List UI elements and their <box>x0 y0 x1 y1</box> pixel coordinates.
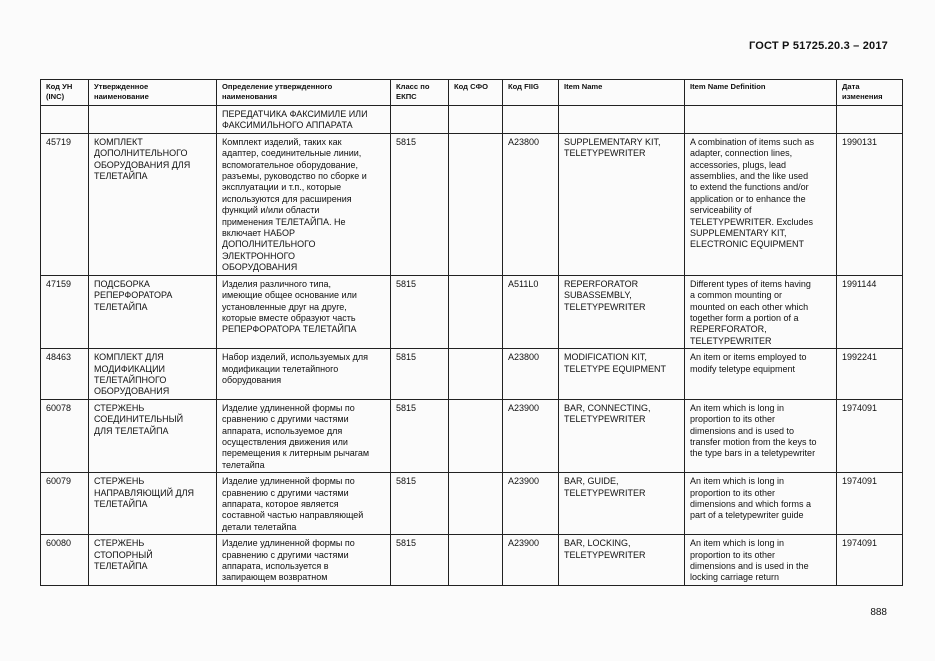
cell-sfo-code <box>449 349 503 400</box>
table-row <box>41 275 903 348</box>
cell-text-line: Изделие удлиненной формы по <box>222 402 355 413</box>
cell-item-name <box>559 473 685 535</box>
cell-text-line: ОБОРУДОВАНИЯ ДЛЯ <box>94 159 191 170</box>
cell-text-line: сравнению с другими частями <box>222 487 349 498</box>
cell-text-line: РЕПЕРФОРАТОРА ТЕЛЕТАЙПА <box>222 324 357 335</box>
cell-class: 5815 <box>391 349 449 400</box>
cell-text-line: transfer motion from the keys to <box>690 436 817 447</box>
cell-text-line: A combination of items such as <box>690 136 815 147</box>
cell-approved-name <box>89 349 217 400</box>
col-header-definition <box>217 80 391 106</box>
cell-text-line: вспомогательное оборудование, <box>222 159 359 170</box>
cell-definition <box>217 275 391 348</box>
cell-text-line: ПЕРЕДАТЧИКА ФАКСИМИЛЕ ИЛИ <box>222 109 368 119</box>
cell-text-line: Набор изделий, используемых для <box>222 352 369 363</box>
cell-code: 48463 <box>41 349 89 400</box>
col-header-name <box>89 80 217 106</box>
cell-text-line: An item which is long in <box>690 402 785 413</box>
cell-item-name <box>559 133 685 275</box>
cell-text-line: ОБОРУДОВАНИЯ <box>94 386 170 397</box>
cell-text-line: SUPPLEMENTARY KIT, <box>564 136 661 147</box>
table-row <box>41 106 903 134</box>
cell-text-line: dimensions and is used in the <box>690 561 809 572</box>
col-header-item-name <box>559 80 685 106</box>
cell-item-name <box>559 275 685 348</box>
cell-text-line: REPERFORATOR, <box>690 324 767 335</box>
col-header-code <box>41 80 89 106</box>
cell-sfo-code <box>449 133 503 275</box>
cell-approved-name <box>89 535 217 586</box>
cell-text-line: An item or items employed to <box>690 352 807 363</box>
cell-text-line: MODIFICATION KIT, <box>564 352 647 363</box>
cell-text-line: ДОПОЛНИТЕЛЬНОГО <box>222 239 316 250</box>
col-header-line: Определение утвержденного <box>222 82 333 91</box>
cell-item-definition <box>685 349 837 400</box>
cell-definition <box>217 106 391 134</box>
cell-approved-name <box>89 133 217 275</box>
cell-class: 5815 <box>391 473 449 535</box>
cell-text-line: сравнению с другими частями <box>222 414 349 425</box>
cell-item-name <box>559 106 685 134</box>
cell-text-line: НАПРАВЛЯЮЩИЙ ДЛЯ <box>94 487 195 498</box>
col-header-date <box>837 80 903 106</box>
cell-code: 60078 <box>41 399 89 472</box>
cell-code: 60079 <box>41 473 89 535</box>
cell-text-line: аппарата, используемое для <box>222 425 343 436</box>
cell-approved-name <box>89 106 217 134</box>
cell-text-line: locking carriage return <box>690 572 780 583</box>
cell-text-line: КОМПЛЕКТ <box>94 136 143 147</box>
cell-text-line: TELETYPEWRITER <box>564 301 646 312</box>
cell-text-line: ДЛЯ ТЕЛЕТАЙПА <box>94 425 169 436</box>
cell-text-line: СТОПОРНЫЙ <box>94 549 153 560</box>
cell-text-line: СОЕДИНИТЕЛЬНЫЙ <box>94 414 184 425</box>
cell-text-line: REPERFORATOR <box>564 278 639 289</box>
cell-change-date: 1992241 <box>837 349 903 400</box>
cell-text-line: TELETYPEWRITER <box>564 487 646 498</box>
cell-text-line: эксплуатации и т.п., которые <box>222 182 342 193</box>
cell-text-line: modify teletype equipment <box>690 363 796 374</box>
cell-text-line: ПОДСБОРКА <box>94 278 150 289</box>
col-header-fiig <box>503 80 559 106</box>
cell-text-line: SUBASSEMBLY, <box>564 290 632 301</box>
cell-text-line: together form a portion of a <box>690 312 799 323</box>
col-header-line: ЕКПС <box>396 92 417 101</box>
cell-text-line: TELETYPEWRITER <box>690 335 772 346</box>
cell-item-definition <box>685 133 837 275</box>
cell-text-line: An item which is long in <box>690 538 785 549</box>
cell-text-line: перемещения к литерным рычагам <box>222 448 370 459</box>
cell-fiig-code <box>503 106 559 134</box>
cell-text-line: имеющие общее основание или <box>222 290 357 301</box>
col-header-item-definition <box>685 80 837 106</box>
cell-text-line: Комплект изделий, таких как <box>222 136 342 147</box>
col-header-line: Код СФО <box>454 82 488 91</box>
cell-text-line: ДОПОЛНИТЕЛЬНОГО <box>94 148 188 159</box>
cell-code: 47159 <box>41 275 89 348</box>
table-row <box>41 535 903 586</box>
cell-class: 5815 <box>391 535 449 586</box>
col-header-line: Item Name <box>564 82 603 91</box>
cell-text-line: BAR, LOCKING, <box>564 538 631 549</box>
cell-text-line: a common mounting or <box>690 290 783 301</box>
cell-text-line: adapter, connection lines, <box>690 148 793 159</box>
cell-text-line: ТЕЛЕТАЙПНОГО <box>94 374 167 385</box>
cell-text-line: МОДИФИКАЦИИ <box>94 363 166 374</box>
cell-text-line: телетайпа <box>222 459 265 470</box>
table-header-row <box>41 80 903 106</box>
cell-text-line: аппарата, которое является <box>222 499 339 509</box>
cell-text-line: TELETYPEWRITER <box>564 549 646 560</box>
col-header-line: Дата <box>842 82 860 91</box>
cell-text-line: TELETYPEWRITER <box>564 414 646 425</box>
cell-text-line: детали телетайпа <box>222 521 297 532</box>
cell-text-line: адаптер, соединительные линии, <box>222 148 362 159</box>
cell-text-line: proportion to its other <box>690 549 776 560</box>
cell-text-line: Изделия различного типа, <box>222 278 332 289</box>
cell-text-line: КОМПЛЕКТ ДЛЯ <box>94 352 164 363</box>
cell-class <box>391 106 449 134</box>
cell-text-line: функций и/или области <box>222 205 320 216</box>
cell-sfo-code <box>449 473 503 535</box>
cell-text-line: Different types of items having <box>690 278 811 289</box>
cell-text-line: составной частью направляющей <box>222 510 364 521</box>
page-number: 888 <box>870 607 887 618</box>
cell-item-definition <box>685 106 837 134</box>
cell-text-line: запирающем возвратном <box>222 572 328 583</box>
cell-text-line: аппарата, используется в <box>222 561 329 572</box>
cell-text-line: ФАКСИМИЛЬНОГО АППАРАТА <box>222 120 353 131</box>
cell-approved-name <box>89 473 217 535</box>
cell-text-line: СТЕРЖЕНЬ <box>94 402 145 413</box>
cell-item-name <box>559 399 685 472</box>
cell-sfo-code <box>449 399 503 472</box>
cell-text-line: ТЕЛЕТАЙПА <box>94 171 148 182</box>
cell-change-date <box>837 106 903 134</box>
cell-text-line: ELECTRONIC EQUIPMENT <box>690 239 805 250</box>
item-name-register-table <box>40 79 903 586</box>
cell-text-line: application or to enhance the <box>690 193 806 204</box>
cell-text-line: применения ТЕЛЕТАЙПА. Не <box>222 216 346 227</box>
table-row <box>41 349 903 400</box>
cell-fiig-code: A23900 <box>503 535 559 586</box>
cell-text-line: ТЕЛЕТАЙПА <box>94 301 148 312</box>
cell-class: 5815 <box>391 275 449 348</box>
cell-text-line: An item which is long in <box>690 476 785 487</box>
cell-text-line: ЭЛЕКТРОННОГО <box>222 250 295 261</box>
cell-fiig-code: A23900 <box>503 473 559 535</box>
col-header-line: (INC) <box>46 92 65 101</box>
cell-text-line: dimensions and which forms a <box>690 499 812 509</box>
cell-text-line: dimensions and is used to <box>690 425 795 436</box>
cell-definition <box>217 349 391 400</box>
cell-change-date: 1991144 <box>837 275 903 348</box>
table-row <box>41 133 903 275</box>
col-header-line: наименования <box>222 92 278 101</box>
document-header: ГОСТ Р 51725.20.3 – 2017 <box>748 40 888 52</box>
cell-text-line: to extend the functions and/or <box>690 182 809 193</box>
cell-text-line: осуществления движения или <box>222 436 348 447</box>
cell-text-line: the type bars in a teletypewriter <box>690 448 816 459</box>
cell-text-line: Изделие удлиненной формы по <box>222 538 355 549</box>
cell-class: 5815 <box>391 399 449 472</box>
cell-fiig-code: A23900 <box>503 399 559 472</box>
col-header-line: Item Name Definition <box>690 82 766 91</box>
cell-text-line: mounted on each other which <box>690 301 809 312</box>
col-header-line: Код FIIG <box>508 82 539 91</box>
cell-change-date: 1974091 <box>837 399 903 472</box>
cell-item-definition <box>685 473 837 535</box>
cell-text-line: TELETYPEWRITER. Excludes <box>690 216 814 227</box>
cell-text-line: proportion to its other <box>690 414 776 425</box>
cell-text-line: serviceability of <box>690 205 752 216</box>
cell-text-line: сравнению с другими частями <box>222 549 349 560</box>
cell-change-date: 1974091 <box>837 535 903 586</box>
cell-approved-name <box>89 275 217 348</box>
cell-text-line: ТЕЛЕТАЙПА <box>94 561 148 572</box>
col-header-line: Утвержденное <box>94 82 149 91</box>
cell-text-line: TELETYPEWRITER <box>564 148 646 159</box>
col-header-line: наименование <box>94 92 149 101</box>
cell-definition <box>217 399 391 472</box>
cell-code <box>41 106 89 134</box>
cell-text-line: BAR, GUIDE, <box>564 476 619 487</box>
cell-code: 45719 <box>41 133 89 275</box>
cell-text-line: TELETYPE EQUIPMENT <box>564 363 667 374</box>
table-row <box>41 399 903 472</box>
cell-text-line: ТЕЛЕТАЙПА <box>94 499 148 509</box>
cell-definition <box>217 133 391 275</box>
cell-item-definition <box>685 399 837 472</box>
cell-change-date: 1990131 <box>837 133 903 275</box>
cell-sfo-code <box>449 106 503 134</box>
col-header-class <box>391 80 449 106</box>
table-body <box>41 106 903 586</box>
cell-item-definition <box>685 535 837 586</box>
cell-fiig-code: A23800 <box>503 349 559 400</box>
cell-text-line: СТЕРЖЕНЬ <box>94 538 145 549</box>
cell-definition <box>217 473 391 535</box>
cell-fiig-code: A23800 <box>503 133 559 275</box>
cell-text-line: part of a teletypewriter guide <box>690 510 804 521</box>
cell-text-line: разъемы, руководство по сборке и <box>222 171 367 182</box>
cell-text-line: оборудования <box>222 374 282 385</box>
cell-fiig-code: A511L0 <box>503 275 559 348</box>
table-row <box>41 473 903 535</box>
col-header-line: Код УН <box>46 82 73 91</box>
cell-change-date: 1974091 <box>837 473 903 535</box>
col-header-line: изменения <box>842 92 883 101</box>
cell-text-line: SUPPLEMENTARY KIT, <box>690 228 787 239</box>
cell-definition <box>217 535 391 586</box>
cell-item-name <box>559 535 685 586</box>
cell-text-line: установленные друг на друге, <box>222 301 347 312</box>
cell-item-name <box>559 349 685 400</box>
cell-text-line: модификации телетайпного <box>222 363 339 374</box>
cell-text-line: включает НАБОР <box>222 228 295 239</box>
cell-text-line: assemblies, and the like used <box>690 171 809 182</box>
cell-text-line: СТЕРЖЕНЬ <box>94 476 145 487</box>
cell-text-line: РЕПЕРФОРАТОРА <box>94 290 173 301</box>
cell-approved-name <box>89 399 217 472</box>
cell-code: 60080 <box>41 535 89 586</box>
col-header-line: Класс по <box>396 82 430 91</box>
cell-item-definition <box>685 275 837 348</box>
cell-text-line: которые вместе образуют часть <box>222 312 356 323</box>
cell-text-line: ОБОРУДОВАНИЯ <box>222 262 298 273</box>
cell-text-line: accessories, plugs, lead <box>690 159 787 170</box>
cell-text-line: BAR, CONNECTING, <box>564 402 651 413</box>
col-header-sfo <box>449 80 503 106</box>
cell-text-line: proportion to its other <box>690 487 776 498</box>
cell-sfo-code <box>449 535 503 586</box>
cell-text-line: используются для расширения <box>222 193 352 204</box>
cell-text-line: Изделие удлиненной формы по <box>222 476 355 487</box>
cell-class: 5815 <box>391 133 449 275</box>
cell-sfo-code <box>449 275 503 348</box>
